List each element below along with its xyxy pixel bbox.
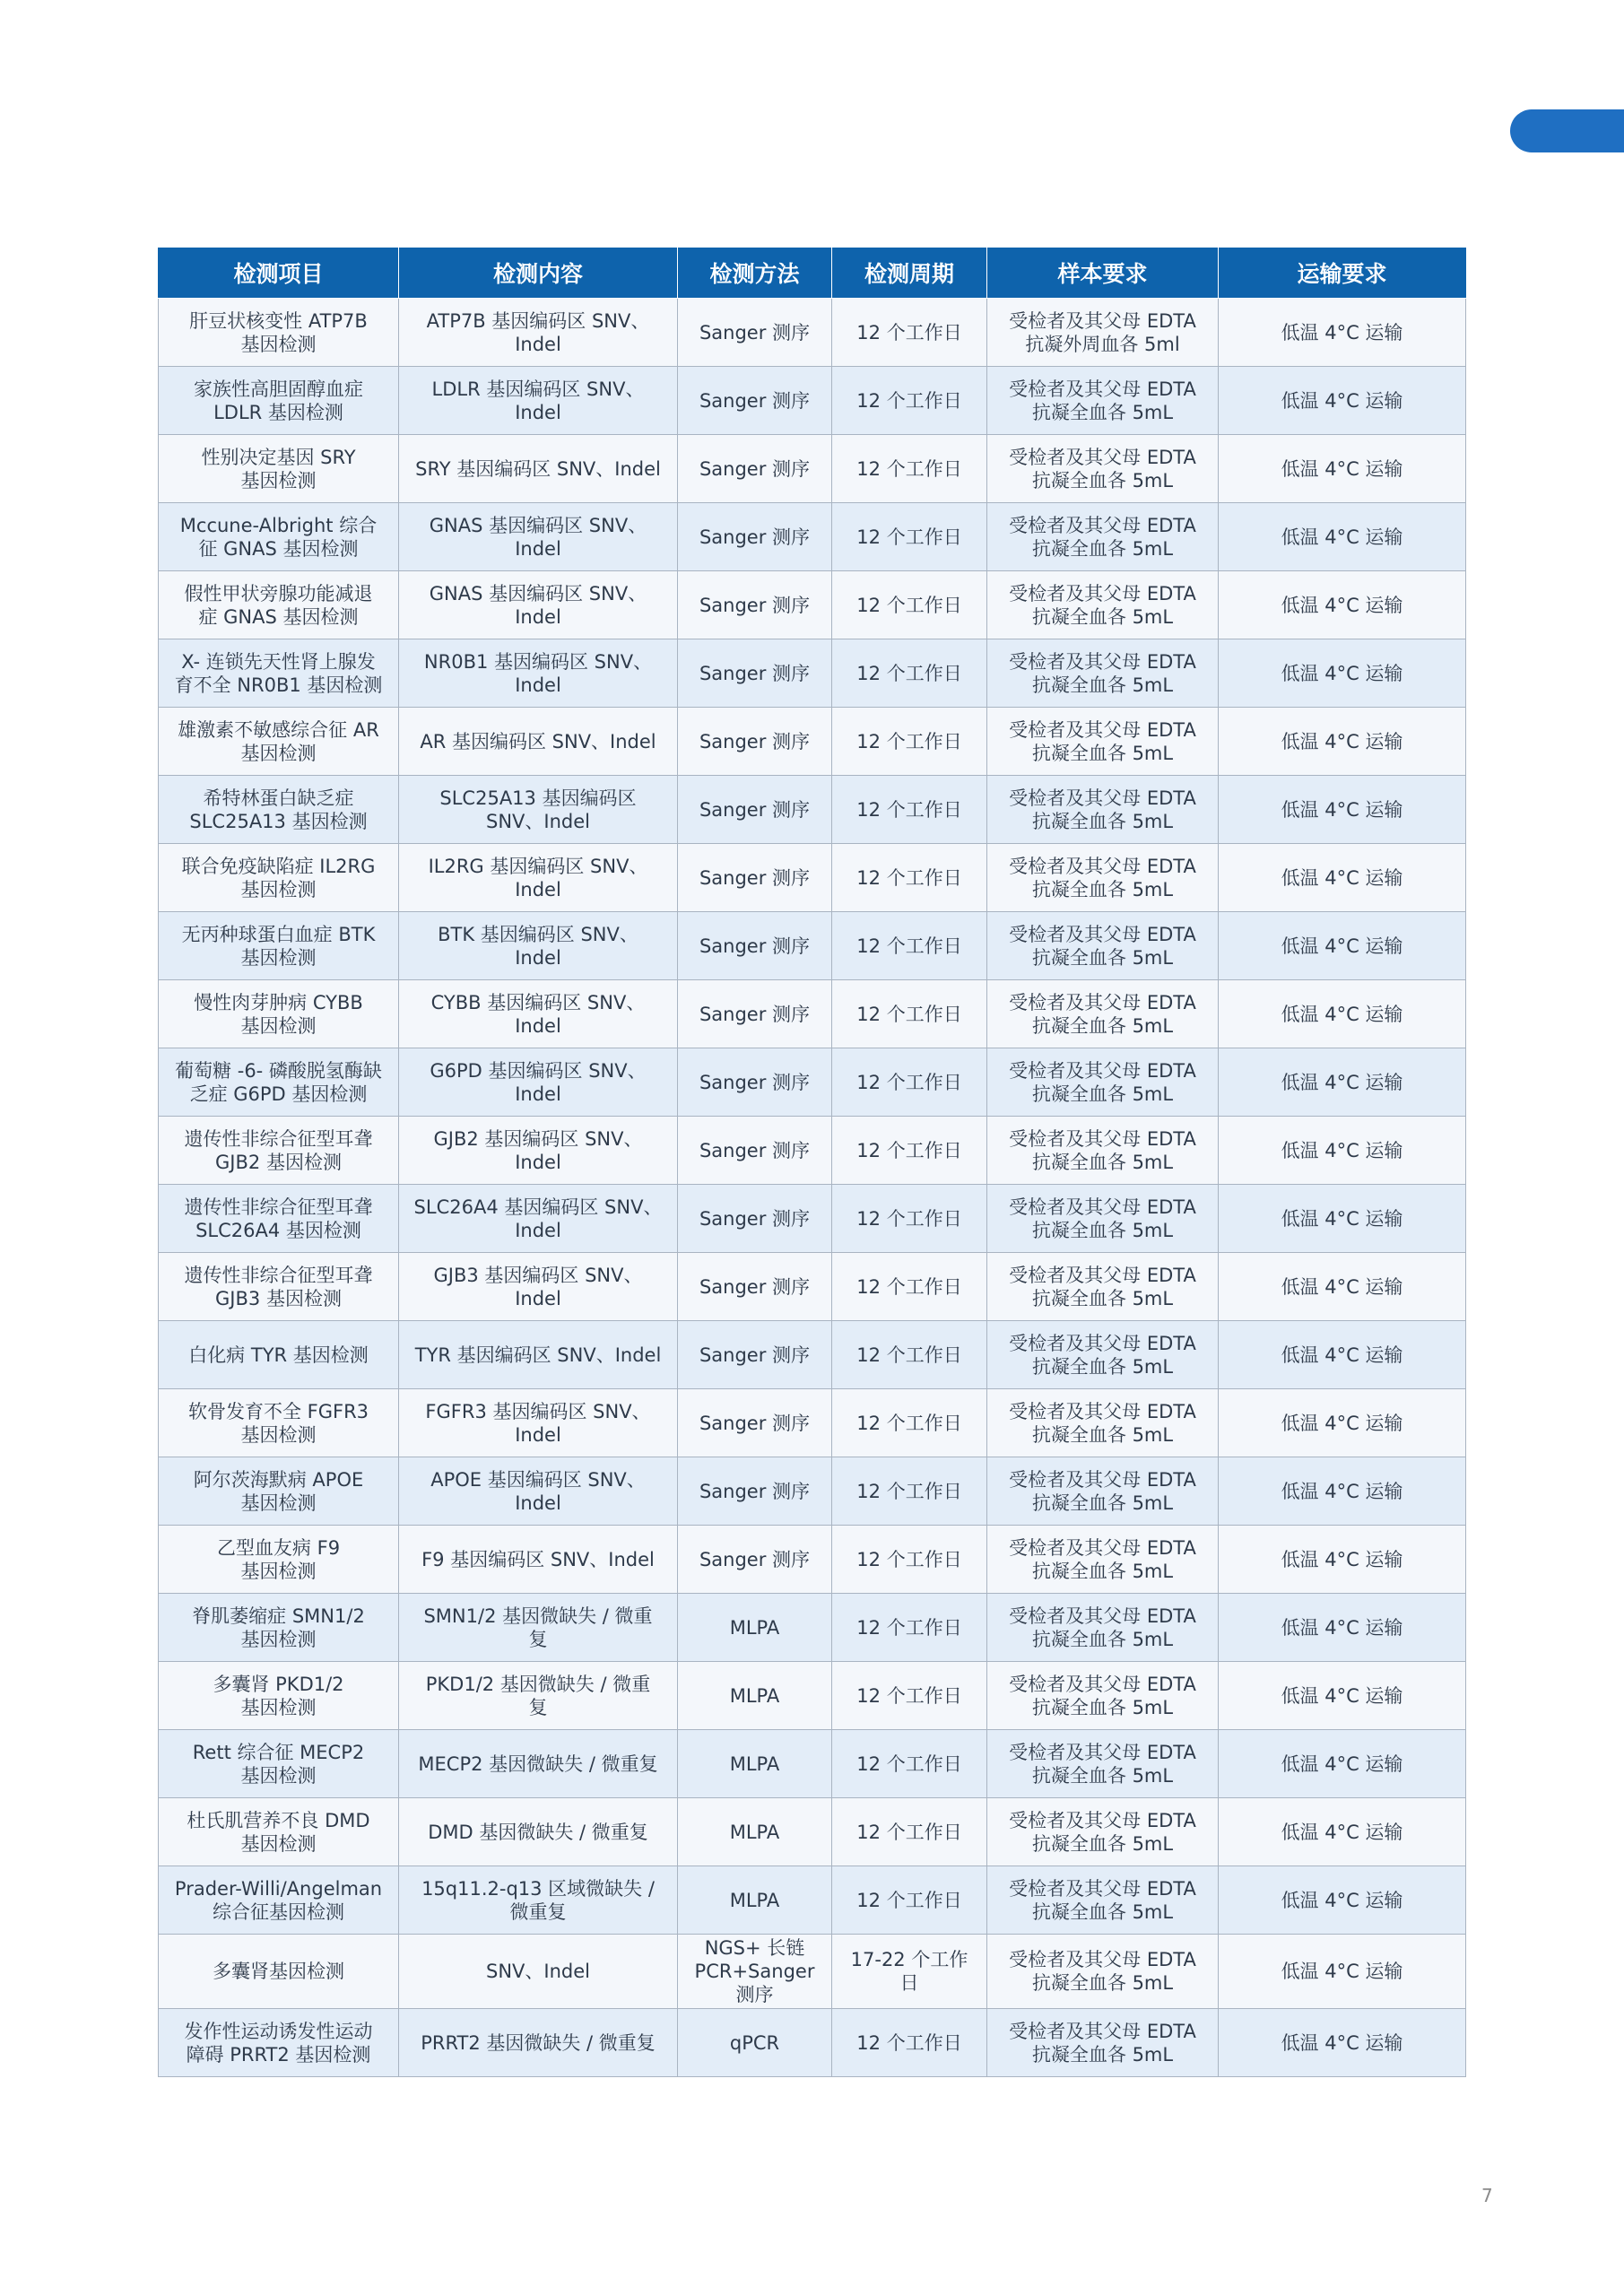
cell-transport-requirement: 低温 4°C 运输 (1219, 1048, 1466, 1117)
cell-test-item: 慢性肉芽肿病 CYBB 基因检测 (159, 980, 399, 1048)
cell-sample-requirement: 受检者及其父母 EDTA 抗凝全血各 5mL (987, 1389, 1219, 1457)
column-header-test-method: 检测方法 (678, 248, 832, 299)
cell-test-content: GJB3 基因编码区 SNV、 Indel (399, 1253, 678, 1321)
cell-transport-requirement: 低温 4°C 运输 (1219, 1389, 1466, 1457)
cell-test-item: 白化病 TYR 基因检测 (159, 1321, 399, 1389)
cell-sample-requirement: 受检者及其父母 EDTA 抗凝全血各 5mL (987, 1321, 1219, 1389)
cell-transport-requirement: 低温 4°C 运输 (1219, 1798, 1466, 1866)
cell-test-method: Sanger 测序 (678, 367, 832, 435)
cell-transport-requirement: 低温 4°C 运输 (1219, 639, 1466, 708)
cell-test-method: Sanger 测序 (678, 844, 832, 912)
column-header-transport-requirement: 运输要求 (1219, 248, 1466, 299)
cell-test-item: 葡萄糖 -6- 磷酸脱氢酶缺 乏症 G6PD 基因检测 (159, 1048, 399, 1117)
cell-test-item: 遗传性非综合征型耳聋 GJB2 基因检测 (159, 1117, 399, 1185)
cell-turnaround: 12 个工作日 (832, 708, 987, 776)
cell-test-method: qPCR (678, 2009, 832, 2077)
table-row (159, 571, 1466, 639)
table-row (159, 844, 1466, 912)
cell-transport-requirement: 低温 4°C 运输 (1219, 980, 1466, 1048)
cell-sample-requirement: 受检者及其父母 EDTA 抗凝全血各 5mL (987, 571, 1219, 639)
cell-sample-requirement: 受检者及其父母 EDTA 抗凝全血各 5mL (987, 1457, 1219, 1526)
cell-turnaround: 17-22 个工作 日 (832, 1935, 987, 2009)
cell-test-content: FGFR3 基因编码区 SNV、 Indel (399, 1389, 678, 1457)
cell-turnaround: 12 个工作日 (832, 639, 987, 708)
cell-test-item: 软骨发育不全 FGFR3 基因检测 (159, 1389, 399, 1457)
cell-turnaround: 12 个工作日 (832, 844, 987, 912)
cell-sample-requirement: 受检者及其父母 EDTA 抗凝全血各 5mL (987, 1935, 1219, 2009)
cell-test-method: NGS+ 长链 PCR+Sanger 测序 (678, 1935, 832, 2009)
header-row (159, 248, 1466, 299)
cell-turnaround: 12 个工作日 (832, 1526, 987, 1594)
table-row (159, 1117, 1466, 1185)
cell-turnaround: 12 个工作日 (832, 435, 987, 503)
cell-test-item: 发作性运动诱发性运动 障碍 PRRT2 基因检测 (159, 2009, 399, 2077)
cell-test-method: Sanger 测序 (678, 1048, 832, 1117)
cell-test-content: ATP7B 基因编码区 SNV、 Indel (399, 299, 678, 367)
table-row (159, 980, 1466, 1048)
cell-sample-requirement: 受检者及其父母 EDTA 抗凝全血各 5mL (987, 1048, 1219, 1117)
cell-transport-requirement: 低温 4°C 运输 (1219, 435, 1466, 503)
cell-sample-requirement: 受检者及其父母 EDTA 抗凝外周血各 5ml (987, 299, 1219, 367)
cell-test-method: Sanger 测序 (678, 1117, 832, 1185)
cell-test-item: Rett 综合征 MECP2 基因检测 (159, 1730, 399, 1798)
cell-test-item: Mccune-Albright 综合 征 GNAS 基因检测 (159, 503, 399, 571)
table-row (159, 1935, 1466, 2009)
cell-transport-requirement: 低温 4°C 运输 (1219, 1457, 1466, 1526)
cell-turnaround: 12 个工作日 (832, 503, 987, 571)
cell-test-item: 脊肌萎缩症 SMN1/2 基因检测 (159, 1594, 399, 1662)
cell-transport-requirement: 低温 4°C 运输 (1219, 2009, 1466, 2077)
cell-sample-requirement: 受检者及其父母 EDTA 抗凝全血各 5mL (987, 1662, 1219, 1730)
test-table-container (158, 248, 1465, 2077)
table-row (159, 1526, 1466, 1594)
cell-turnaround: 12 个工作日 (832, 571, 987, 639)
cell-transport-requirement: 低温 4°C 运输 (1219, 776, 1466, 844)
cell-test-item: 肝豆状核变性 ATP7B 基因检测 (159, 299, 399, 367)
cell-test-item: 多囊肾基因检测 (159, 1935, 399, 2009)
corner-tab-decoration (1510, 109, 1624, 152)
cell-test-method: MLPA (678, 1866, 832, 1935)
cell-test-content: SRY 基因编码区 SNV、Indel (399, 435, 678, 503)
cell-test-content: SMN1/2 基因微缺失 / 微重 复 (399, 1594, 678, 1662)
cell-test-content: AR 基因编码区 SNV、Indel (399, 708, 678, 776)
cell-test-method: Sanger 测序 (678, 639, 832, 708)
cell-test-item: 无丙种球蛋白血症 BTK 基因检测 (159, 912, 399, 980)
table-row (159, 1866, 1466, 1935)
cell-test-content: 15q11.2-q13 区域微缺失 / 微重复 (399, 1866, 678, 1935)
cell-turnaround: 12 个工作日 (832, 1662, 987, 1730)
cell-sample-requirement: 受检者及其父母 EDTA 抗凝全血各 5mL (987, 912, 1219, 980)
cell-test-item: Prader-Willi/Angelman 综合征基因检测 (159, 1866, 399, 1935)
cell-test-item: 假性甲状旁腺功能减退 症 GNAS 基因检测 (159, 571, 399, 639)
cell-test-method: Sanger 测序 (678, 435, 832, 503)
cell-test-content: CYBB 基因编码区 SNV、 Indel (399, 980, 678, 1048)
table-row (159, 1185, 1466, 1253)
cell-turnaround: 12 个工作日 (832, 2009, 987, 2077)
cell-turnaround: 12 个工作日 (832, 1730, 987, 1798)
cell-sample-requirement: 受检者及其父母 EDTA 抗凝全血各 5mL (987, 2009, 1219, 2077)
cell-turnaround: 12 个工作日 (832, 1866, 987, 1935)
cell-test-content: SLC25A13 基因编码区 SNV、Indel (399, 776, 678, 844)
cell-test-item: X- 连锁先天性肾上腺发 育不全 NR0B1 基因检测 (159, 639, 399, 708)
cell-turnaround: 12 个工作日 (832, 1048, 987, 1117)
cell-test-method: Sanger 测序 (678, 1253, 832, 1321)
cell-test-item: 遗传性非综合征型耳聋 SLC26A4 基因检测 (159, 1185, 399, 1253)
cell-transport-requirement: 低温 4°C 运输 (1219, 1662, 1466, 1730)
cell-sample-requirement: 受检者及其父母 EDTA 抗凝全血各 5mL (987, 1526, 1219, 1594)
table-row (159, 435, 1466, 503)
cell-test-method: Sanger 测序 (678, 571, 832, 639)
cell-test-content: F9 基因编码区 SNV、Indel (399, 1526, 678, 1594)
cell-turnaround: 12 个工作日 (832, 299, 987, 367)
table-row (159, 1321, 1466, 1389)
cell-test-content: GNAS 基因编码区 SNV、 Indel (399, 571, 678, 639)
cell-sample-requirement: 受检者及其父母 EDTA 抗凝全血各 5mL (987, 639, 1219, 708)
cell-sample-requirement: 受检者及其父母 EDTA 抗凝全血各 5mL (987, 776, 1219, 844)
table-row (159, 1253, 1466, 1321)
cell-transport-requirement: 低温 4°C 运输 (1219, 299, 1466, 367)
table-row (159, 912, 1466, 980)
table-row (159, 1594, 1466, 1662)
table-header (159, 248, 1466, 299)
table-row (159, 1457, 1466, 1526)
cell-test-method: MLPA (678, 1594, 832, 1662)
table-row (159, 1662, 1466, 1730)
cell-test-content: G6PD 基因编码区 SNV、 Indel (399, 1048, 678, 1117)
cell-test-item: 性别决定基因 SRY 基因检测 (159, 435, 399, 503)
cell-turnaround: 12 个工作日 (832, 1321, 987, 1389)
cell-sample-requirement: 受检者及其父母 EDTA 抗凝全血各 5mL (987, 1185, 1219, 1253)
cell-test-method: Sanger 测序 (678, 980, 832, 1048)
cell-test-method: Sanger 测序 (678, 1526, 832, 1594)
cell-turnaround: 12 个工作日 (832, 912, 987, 980)
cell-sample-requirement: 受检者及其父母 EDTA 抗凝全血各 5mL (987, 503, 1219, 571)
cell-transport-requirement: 低温 4°C 运输 (1219, 844, 1466, 912)
cell-test-content: GNAS 基因编码区 SNV、 Indel (399, 503, 678, 571)
cell-transport-requirement: 低温 4°C 运输 (1219, 1526, 1466, 1594)
cell-test-method: Sanger 测序 (678, 1185, 832, 1253)
cell-test-item: 希特林蛋白缺乏症 SLC25A13 基因检测 (159, 776, 399, 844)
cell-turnaround: 12 个工作日 (832, 776, 987, 844)
cell-transport-requirement: 低温 4°C 运输 (1219, 1935, 1466, 2009)
cell-test-content: GJB2 基因编码区 SNV、 Indel (399, 1117, 678, 1185)
cell-test-content: APOE 基因编码区 SNV、 Indel (399, 1457, 678, 1526)
table-row (159, 1730, 1466, 1798)
cell-test-method: MLPA (678, 1730, 832, 1798)
cell-transport-requirement: 低温 4°C 运输 (1219, 1730, 1466, 1798)
cell-test-method: Sanger 测序 (678, 708, 832, 776)
cell-test-method: MLPA (678, 1798, 832, 1866)
column-header-sample-requirement: 样本要求 (987, 248, 1219, 299)
cell-sample-requirement: 受检者及其父母 EDTA 抗凝全血各 5mL (987, 708, 1219, 776)
table-row (159, 299, 1466, 367)
cell-transport-requirement: 低温 4°C 运输 (1219, 912, 1466, 980)
cell-test-content: IL2RG 基因编码区 SNV、 Indel (399, 844, 678, 912)
cell-test-content: DMD 基因微缺失 / 微重复 (399, 1798, 678, 1866)
cell-test-method: Sanger 测序 (678, 1457, 832, 1526)
cell-turnaround: 12 个工作日 (832, 1798, 987, 1866)
cell-test-method: Sanger 测序 (678, 912, 832, 980)
cell-test-item: 杜氏肌营养不良 DMD 基因检测 (159, 1798, 399, 1866)
cell-sample-requirement: 受检者及其父母 EDTA 抗凝全血各 5mL (987, 1253, 1219, 1321)
cell-test-item: 家族性高胆固醇血症 LDLR 基因检测 (159, 367, 399, 435)
cell-transport-requirement: 低温 4°C 运输 (1219, 1321, 1466, 1389)
cell-turnaround: 12 个工作日 (832, 1389, 987, 1457)
column-header-turnaround: 检测周期 (832, 248, 987, 299)
cell-sample-requirement: 受检者及其父母 EDTA 抗凝全血各 5mL (987, 1798, 1219, 1866)
cell-test-content: SLC26A4 基因编码区 SNV、 Indel (399, 1185, 678, 1253)
cell-transport-requirement: 低温 4°C 运输 (1219, 1117, 1466, 1185)
table-row (159, 776, 1466, 844)
table-row (159, 1389, 1466, 1457)
cell-transport-requirement: 低温 4°C 运输 (1219, 1185, 1466, 1253)
cell-test-content: TYR 基因编码区 SNV、Indel (399, 1321, 678, 1389)
cell-turnaround: 12 个工作日 (832, 1594, 987, 1662)
cell-transport-requirement: 低温 4°C 运输 (1219, 708, 1466, 776)
cell-test-method: Sanger 测序 (678, 776, 832, 844)
cell-turnaround: 12 个工作日 (832, 980, 987, 1048)
cell-test-method: Sanger 测序 (678, 503, 832, 571)
cell-test-method: Sanger 测序 (678, 299, 832, 367)
page-number: 7 (1481, 2185, 1493, 2206)
cell-test-method: MLPA (678, 1662, 832, 1730)
table-row (159, 1798, 1466, 1866)
cell-sample-requirement: 受检者及其父母 EDTA 抗凝全血各 5mL (987, 1730, 1219, 1798)
cell-turnaround: 12 个工作日 (832, 1117, 987, 1185)
cell-test-item: 遗传性非综合征型耳聋 GJB3 基因检测 (159, 1253, 399, 1321)
cell-turnaround: 12 个工作日 (832, 1457, 987, 1526)
genetic-test-table (158, 248, 1466, 2077)
cell-test-content: MECP2 基因微缺失 / 微重复 (399, 1730, 678, 1798)
table-row (159, 639, 1466, 708)
table-row (159, 708, 1466, 776)
cell-sample-requirement: 受检者及其父母 EDTA 抗凝全血各 5mL (987, 1866, 1219, 1935)
cell-test-item: 多囊肾 PKD1/2 基因检测 (159, 1662, 399, 1730)
column-header-test-content: 检测内容 (399, 248, 678, 299)
table-row (159, 503, 1466, 571)
cell-transport-requirement: 低温 4°C 运输 (1219, 1253, 1466, 1321)
cell-sample-requirement: 受检者及其父母 EDTA 抗凝全血各 5mL (987, 1594, 1219, 1662)
cell-sample-requirement: 受检者及其父母 EDTA 抗凝全血各 5mL (987, 367, 1219, 435)
cell-test-content: PRRT2 基因微缺失 / 微重复 (399, 2009, 678, 2077)
cell-transport-requirement: 低温 4°C 运输 (1219, 571, 1466, 639)
cell-test-item: 联合免疫缺陷症 IL2RG 基因检测 (159, 844, 399, 912)
cell-sample-requirement: 受检者及其父母 EDTA 抗凝全血各 5mL (987, 980, 1219, 1048)
cell-transport-requirement: 低温 4°C 运输 (1219, 1594, 1466, 1662)
cell-test-item: 雄激素不敏感综合征 AR 基因检测 (159, 708, 399, 776)
cell-sample-requirement: 受检者及其父母 EDTA 抗凝全血各 5mL (987, 1117, 1219, 1185)
table-body (159, 299, 1466, 2077)
cell-transport-requirement: 低温 4°C 运输 (1219, 367, 1466, 435)
cell-test-method: Sanger 测序 (678, 1321, 832, 1389)
cell-test-content: BTK 基因编码区 SNV、 Indel (399, 912, 678, 980)
table-row (159, 1048, 1466, 1117)
cell-test-content: LDLR 基因编码区 SNV、 Indel (399, 367, 678, 435)
cell-test-content: SNV、Indel (399, 1935, 678, 2009)
cell-sample-requirement: 受检者及其父母 EDTA 抗凝全血各 5mL (987, 844, 1219, 912)
cell-test-item: 阿尔茨海默病 APOE 基因检测 (159, 1457, 399, 1526)
cell-sample-requirement: 受检者及其父母 EDTA 抗凝全血各 5mL (987, 435, 1219, 503)
cell-transport-requirement: 低温 4°C 运输 (1219, 1866, 1466, 1935)
cell-turnaround: 12 个工作日 (832, 367, 987, 435)
cell-transport-requirement: 低温 4°C 运输 (1219, 503, 1466, 571)
cell-turnaround: 12 个工作日 (832, 1253, 987, 1321)
cell-test-item: 乙型血友病 F9 基因检测 (159, 1526, 399, 1594)
table-row (159, 367, 1466, 435)
table-row (159, 2009, 1466, 2077)
column-header-test-item: 检测项目 (159, 248, 399, 299)
cell-test-method: Sanger 测序 (678, 1389, 832, 1457)
cell-test-content: NR0B1 基因编码区 SNV、 Indel (399, 639, 678, 708)
cell-test-content: PKD1/2 基因微缺失 / 微重 复 (399, 1662, 678, 1730)
cell-turnaround: 12 个工作日 (832, 1185, 987, 1253)
